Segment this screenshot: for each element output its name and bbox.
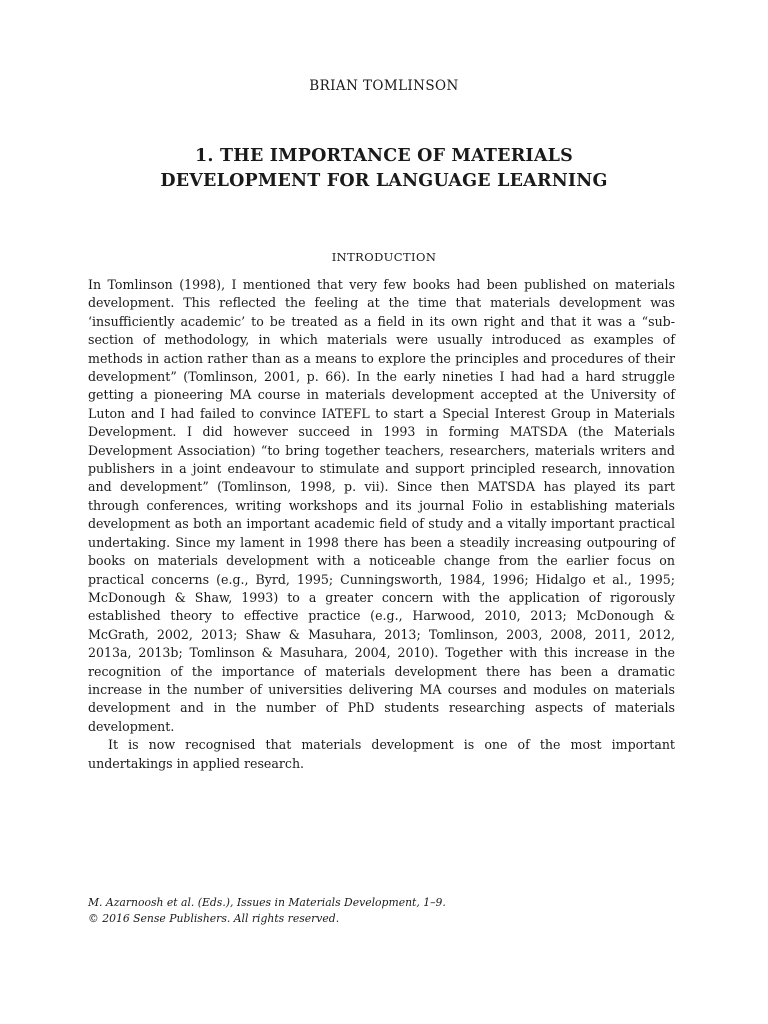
page-footer <box>88 895 675 926</box>
section-heading: INTRODUCTION <box>331 250 437 264</box>
paragraph-1: In Tomlinson (1998), I mentioned that very few books had been published on materials development. This reflected the feeling at the time that materials development was ‘insufficiently academic’ to be treated as a field in its own right and that it was a “sub-section of methodology, in which materials were usually introduced as examples of methods in action rather than as a means to explore the principles and procedures of their development” (Tomlinson, 2001, p. 66). In the early nineties I had had a hard struggle getting a pioneering MA course in materials development accepted at the University of Luton and I had failed to convince IATEFL to start a Special Interest Group in Materials Development. I did however succeed in 1993 in forming MATSDA (the Materials Development Association) “to bring together teachers, researchers, materials writers and publishers in a joint endeavour to stimulate and support principled research, innovation and development” (Tomlinson, 1998, p. vii). Since then MATSDA has played its part through conferences, writing workshops and its journal Folio in establishing materials development as both an important academic field of study and a vitally important practical undertaking. Since my lament in 1998 there has been a steadily increasing outpouring of books on materials development with a noticeable change from the earlier focus on practical concerns (e.g., Byrd, 1995; Cunningsworth, 1984, 1996; Hidalgo et al., 1995; McDonough & Shaw, 1993) to a greater concern with the application of rigorously established theory to effective practice (e.g., Harwood, 2010, 2013; McDonough & McGrath, 2002, 2013; Shaw & Masuhara, 2013; Tomlinson, 2003, 2008, 2011, 2012, 2013a, 2013b; Tomlinson & Masuhara, 2004, 2010). Together with this increase in the recognition of the importance of materials development there has been a dramatic increase in the number of universities delivering MA courses and modules on materials development and in the number of PhD students researching aspects of materials development. <box>88 277 675 734</box>
body-text <box>88 276 675 773</box>
chapter-title-line-1: 1. THE IMPORTANCE OF MATERIALS <box>195 146 573 166</box>
chapter-title-line-2: DEVELOPMENT FOR LANGUAGE LEARNING <box>160 171 608 191</box>
chapter-title <box>90 144 678 194</box>
paragraph-2: It is now recognised that materials development is one of the most important undertakings in applied research. <box>88 737 675 771</box>
author-name: BRIAN TOMLINSON <box>309 78 459 94</box>
footer-citation: M. Azarnoosh et al. (Eds.), Issues in Materials Development, 1–9. <box>88 896 446 909</box>
footer-copyright: © 2016 Sense Publishers. All rights reserved. <box>88 911 340 925</box>
